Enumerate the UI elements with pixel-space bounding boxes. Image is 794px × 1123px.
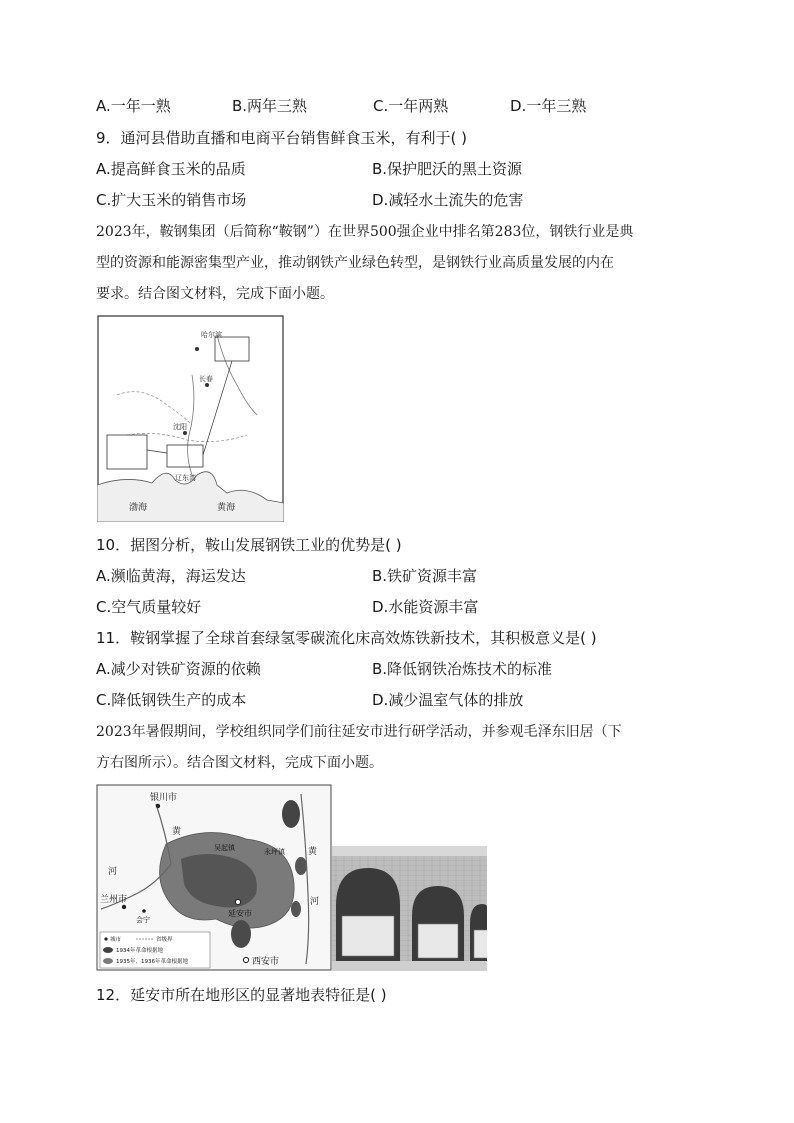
label-yanan: 延安市 [228, 909, 252, 918]
q9-option-d: D.减轻水土流失的危害 [372, 191, 524, 209]
q8-option-b: B.两年三熟 [232, 97, 308, 115]
q11-option-d: D.减少温室气体的排放 [372, 691, 524, 709]
northeast-map [97, 315, 284, 522]
q11-option-b: B.降低钢铁冶炼技术的标准 [372, 660, 553, 678]
passage1-line-2: 型的资源和能源密集型产业，推动钢铁产业绿色转型，是钢铁行业高质量发展的内在 [96, 255, 614, 271]
q8-option-c: C.一年两熟 [373, 97, 449, 115]
legend-1934: 1934年革命根据地 [116, 948, 163, 954]
q11-option-a: A.减少对铁矿资源的依赖 [96, 660, 261, 678]
q10-option-c: C.空气质量较好 [96, 598, 202, 616]
label-lanzhou: 兰州市 [100, 895, 128, 905]
legend-1935: 1935年、1936年革命根据地 [116, 959, 188, 965]
q12-stem: 12．延安市所在地形区的显著地表特征是( ) [96, 986, 387, 1004]
label-harbin: 哈尔滨 [201, 331, 222, 339]
label-huining: 会宁 [136, 916, 150, 924]
label-bohai: 渤海 [129, 503, 148, 513]
label-shenyang: 沈阳 [173, 423, 187, 431]
passage1-line-1: 2023年，鞍钢集团（后简称“鞍钢”）在世界500强企业中排名第283位，钢铁行业是典 [96, 224, 634, 240]
q8-option-a: A.一年一熟 [96, 97, 171, 115]
q9-option-c: C.扩大玉米的销售市场 [96, 191, 247, 209]
q10-option-b: B.铁矿资源丰富 [372, 567, 478, 585]
label-he-right: 河 [310, 897, 320, 907]
q8-option-d: D.一年三熟 [510, 97, 587, 115]
passage1-line-3: 要求。结合图文材料，完成下面小题。 [96, 286, 334, 302]
q10-stem: 10．据图分析，鞍山发展钢铁工业的优势是( ) [96, 536, 402, 554]
q11-option-c: C.降低钢铁生产的成本 [96, 691, 247, 709]
label-huang-left: 黄 [172, 827, 182, 837]
legend-city: 城市 [110, 937, 122, 943]
yanan-base-map [96, 784, 332, 971]
passage2-line-1: 2023年暑假期间，学校组织同学们前往延安市进行研学活动，并参观毛泽东旧居（下 [96, 724, 622, 740]
label-huang-right: 黄 [308, 847, 318, 857]
q11-stem: 11．鞍钢掌握了全球首套绿氢零碳流化床高效炼铁新技术，其积极意义是( ) [96, 629, 597, 647]
label-liaodong: 辽东湾 [175, 474, 196, 482]
legend-boundary: 省级界 [156, 937, 173, 943]
q9-stem: 9．通河县借助直播和电商平台销售鲜食玉米，有利于( ) [96, 129, 468, 147]
label-yinchuan: 银川市 [150, 793, 178, 803]
q9-option-a: A.提高鲜食玉米的品质 [96, 160, 246, 178]
label-changchun: 长春 [199, 375, 213, 383]
q10-option-a: A.濒临黄海，海运发达 [96, 567, 246, 585]
passage2-line-2: 方右图所示）。结合图文材料，完成下面小题。 [96, 755, 383, 771]
label-yongping: 永坪镇 [264, 848, 285, 856]
q10-option-d: D.水能资源丰富 [372, 598, 479, 616]
label-huanghai: 黄海 [217, 503, 236, 513]
label-xian: 西安市 [252, 957, 280, 967]
label-he-left: 河 [108, 867, 118, 877]
q9-option-b: B.保护肥沃的黑土资源 [372, 160, 523, 178]
label-wuqizhen: 吴起镇 [214, 844, 235, 852]
mao-former-residence-photo [332, 846, 487, 971]
